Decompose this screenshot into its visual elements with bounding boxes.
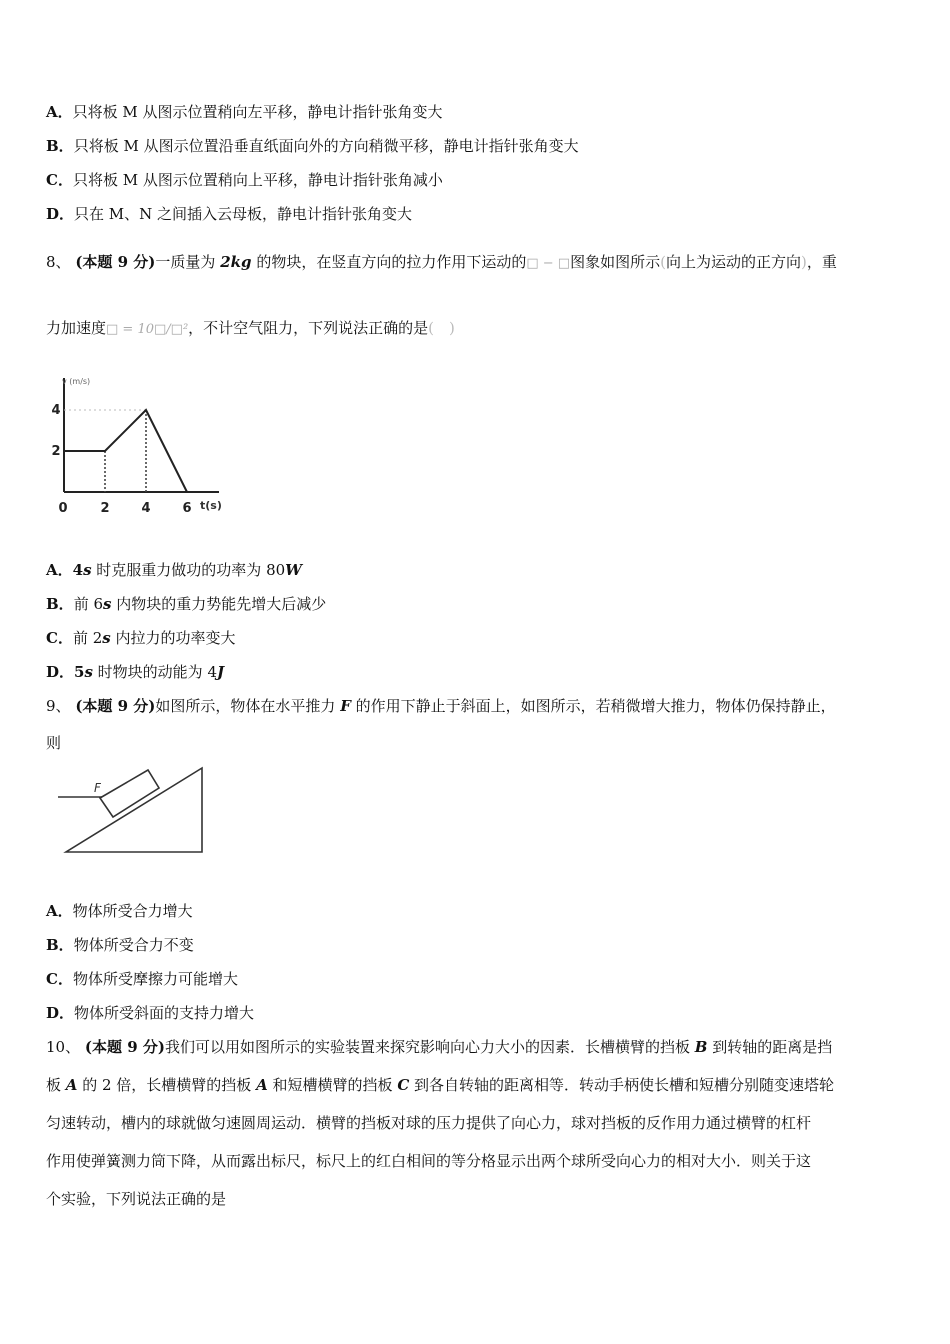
- option-text: 物体所受摩擦力可能增大: [72, 970, 238, 988]
- stem-text: ，重: [806, 253, 837, 271]
- paren-open: (: [660, 253, 666, 271]
- vt-graph: [44, 370, 244, 520]
- force-label: F: [94, 781, 101, 795]
- q8-stem-line1: [46, 252, 837, 274]
- stem-text: 一质量为: [155, 253, 216, 271]
- symbol-a: A: [256, 1076, 268, 1094]
- origin-label: 0: [58, 501, 68, 516]
- stem-text: ，不计空气阻力，下列说法正确的是: [188, 319, 429, 337]
- mass-value: 2kg: [220, 253, 252, 271]
- formula-placeholder: □ = 10□/□²: [106, 322, 189, 337]
- question-score: (本题 9 分): [75, 253, 156, 271]
- option-unit: s: [102, 629, 111, 647]
- y-axis-label: v (m/s): [62, 377, 91, 386]
- stem-text: 到各自转轴的距离相等．转动手柄使长槽和短槽分别随变速塔轮: [414, 1076, 835, 1094]
- q9-stem-line1: [46, 696, 836, 716]
- q9-option-d: [46, 1003, 254, 1023]
- formula-placeholder: □ − □: [526, 256, 571, 271]
- stem-text: 则: [46, 734, 62, 752]
- incline-triangle: [66, 768, 202, 852]
- block: [100, 770, 159, 817]
- option-unit: s: [84, 663, 93, 681]
- option-text: 内物块的重力势能先增大后减少: [111, 595, 327, 613]
- option-letter: B．: [46, 137, 74, 155]
- x-tick-label: 2: [100, 501, 110, 516]
- option-text: 物体所受斜面的支持力增大: [74, 1004, 255, 1022]
- option-text: 前 2: [72, 629, 103, 647]
- stem-text: 我们可以用如图所示的实验装置来探究影响向心力大小的因素．长槽横臂的挡板: [164, 1038, 690, 1056]
- option-letter: B．: [46, 595, 74, 613]
- q7-option-c: [46, 170, 443, 190]
- q9-stem-line2: [46, 733, 61, 753]
- stem-text: 的 2 倍，长槽横臂的挡板: [82, 1076, 252, 1094]
- stem-text: 力加速度: [46, 319, 107, 337]
- option-letter: A．: [46, 103, 73, 121]
- q8-option-d: [46, 662, 224, 682]
- option-text: 时物块的动能为 4: [92, 663, 217, 681]
- option-text: 5: [74, 663, 85, 681]
- option-letter: D．: [46, 205, 75, 223]
- question-score: (本题 9 分): [75, 697, 156, 715]
- stem-text: 个实验，下列说法正确的是: [46, 1190, 227, 1208]
- stem-text: 图象如图所示: [570, 253, 661, 271]
- stem-text: 板: [46, 1076, 62, 1094]
- option-letter: C．: [46, 970, 73, 988]
- symbol-b: B: [694, 1038, 708, 1056]
- stem-text: 和短槽横臂的挡板: [272, 1076, 393, 1094]
- option-letter: C．: [46, 629, 73, 647]
- option-letter: B．: [46, 936, 74, 954]
- stem-text: 的物块，在竖直方向的拉力作用下运动的: [256, 253, 527, 271]
- q8-stem-line2: [46, 318, 455, 340]
- y-tick-labels: [51, 403, 60, 459]
- q9-option-b: [46, 935, 194, 955]
- stem-text: 作用使弹簧测力筒下降，从而露出标尺，标尺上的红白相间的等分格显示出两个球所受向心力的相对大小．则关于这: [46, 1152, 812, 1170]
- x-axis-label: t(s): [200, 499, 222, 512]
- option-letter: A．: [46, 561, 73, 579]
- x-tick-label: 6: [182, 501, 192, 516]
- stem-text: 的作用下静止于斜面上，如图所示，若稍微增大推力，物体仍保持静止，: [355, 697, 836, 715]
- q10-line5: [46, 1189, 226, 1209]
- velocity-line: [64, 410, 187, 492]
- y-tick-label: 4: [51, 403, 61, 418]
- stem-text: 到转轴的距离是挡: [712, 1038, 833, 1056]
- option-text: 只将板 M 从图示位置稍向上平移，静电计指针张角减小: [72, 171, 443, 189]
- force-symbol: F: [340, 697, 351, 715]
- question-score: (本题 9 分): [84, 1038, 165, 1056]
- q7-option-b: [46, 136, 579, 156]
- q7-option-a: [46, 102, 443, 122]
- option-text: 内拉力的功率变大: [110, 629, 236, 647]
- paren-close: ): [800, 253, 807, 271]
- stem-text: 如图所示，物体在水平推力: [155, 697, 336, 715]
- q10-line2: [46, 1075, 834, 1095]
- x-tick-labels: [100, 501, 191, 516]
- option-text: 物体所受合力增大: [72, 902, 193, 920]
- option-text: 前 6: [73, 595, 103, 613]
- option-text: 只在 M、N 之间插入云母板，静电计指针张角变大: [74, 205, 413, 223]
- option-unit: s: [83, 561, 92, 579]
- option-text: 只将板 M 从图示位置稍向左平移，静电计指针张角变大: [72, 103, 443, 121]
- question-number: 10、: [46, 1038, 81, 1056]
- question-number: 9、: [46, 697, 71, 715]
- option-letter: D．: [46, 663, 75, 681]
- option-unit: J: [217, 663, 225, 681]
- stem-text: 向上为运动的正方向: [665, 253, 801, 271]
- option-text: 4: [72, 561, 84, 579]
- q8-option-a: [46, 560, 302, 580]
- q8-option-c: [46, 628, 236, 648]
- option-text: 只将板 M 从图示位置沿垂直纸面向外的方向稍微平移，静电计指针张角变大: [73, 137, 579, 155]
- q7-option-d: [46, 204, 412, 224]
- graph-axes: [64, 378, 219, 492]
- option-unit: s: [103, 595, 112, 613]
- option-text: 物体所受合力不变: [73, 936, 194, 954]
- symbol-a: A: [65, 1076, 78, 1094]
- q10-line4: [46, 1151, 811, 1171]
- x-tick-label: 4: [141, 501, 151, 516]
- option-letter: A．: [46, 902, 73, 920]
- y-tick-label: 2: [51, 444, 61, 459]
- option-letter: D．: [46, 1004, 75, 1022]
- option-letter: C．: [46, 171, 73, 189]
- q10-line1: [46, 1037, 832, 1057]
- option-unit: W: [285, 561, 303, 579]
- option-text: 时克服重力做功的功率为 80: [91, 561, 286, 579]
- symbol-c: C: [397, 1076, 410, 1094]
- stem-text: 匀速转动，槽内的球就做匀速圆周运动．横臂的挡板对球的压力提供了向心力，球对挡板的反作用力通过横臂的杠杆: [46, 1114, 812, 1132]
- question-number: 8、: [46, 253, 71, 271]
- q8-option-b: [46, 594, 326, 614]
- q10-line3: [46, 1113, 811, 1133]
- answer-paren: ( ): [428, 319, 455, 337]
- incline-figure: [56, 764, 216, 864]
- q9-option-c: [46, 969, 238, 989]
- q9-option-a: [46, 901, 193, 921]
